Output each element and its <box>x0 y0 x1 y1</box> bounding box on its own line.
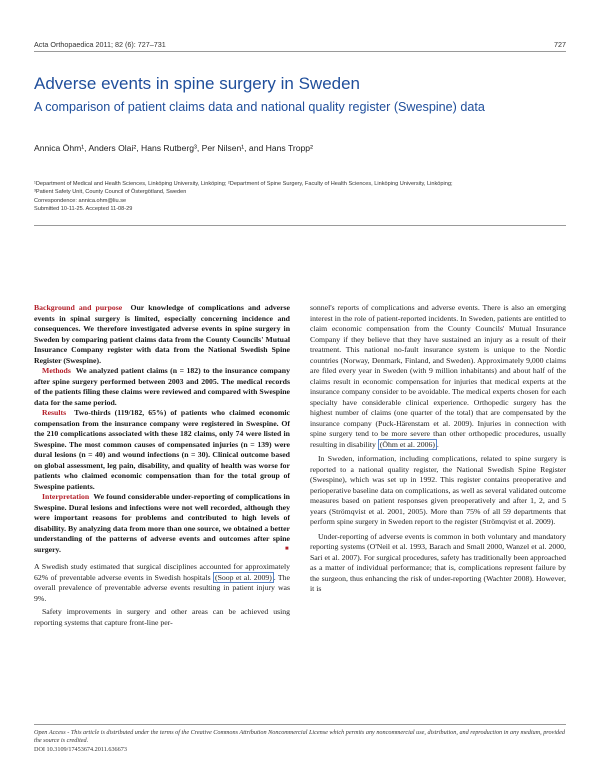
intro-p1-text-end: . The overall prevalence of preventable adverse events resulting in patient injury was 9%. <box>34 572 290 603</box>
abstract-label-methods: Methods <box>42 366 71 375</box>
submission-dates: Submitted 10-11-25. Accepted 11-08-29 <box>34 205 133 212</box>
doi: DOI 10.3109/17453674.2011.636673 <box>34 745 127 753</box>
author-list: Annica Öhm¹, Anders Olai², Hans Rutberg³, Per Nilsen¹, and Hans Tropp² <box>34 143 313 153</box>
right-paragraph-1 <box>310 303 566 450</box>
footer <box>34 729 566 754</box>
abstract-background <box>34 303 290 366</box>
article-title: Adverse events in spine surgery in Sweden <box>34 74 361 93</box>
abstract-interpretation <box>34 492 290 555</box>
running-head <box>34 40 566 49</box>
header-rule <box>34 51 566 52</box>
abstract-methods <box>34 366 290 408</box>
abstract-results-text: Two-thirds (119/182, 65%) of patients who claimed economic compensation from the insurance company were registered in Swespine. Of the 210 complications associated with these 182 claims, only 74 were listed in Swespine. The most common causes of compensated injuries (n = 139) were dural lesions (n = 40) and wound infections (n = 30). Clinical outcome based on global assessment, leg pain, disability, and quality of health was worse for patients who claimed economic compensation than for the total group of Swespine patients. <box>34 408 290 491</box>
abstract-label-results: Results <box>42 408 67 417</box>
citation-link-soop-2009[interactable]: (Soop et al. 2009) <box>214 572 272 582</box>
right-paragraph-2: In Sweden, information, including complications, related to spine surgery is reported to a national quality register, the National Swedish Spine Register (Swespine), which was set up in 1992. This register contains preoperative and perioperative baseline data on complications, as well as several validated outcome measures based on patient responses given preoperatively and after 1, 2, and 5 years (Strömqvist et al. 2001, 2005). More than 75% of all 59 departments that perform spine surgery in Sweden report to the register (Strömqvist et al. 2009). <box>310 454 566 526</box>
page-number: 727 <box>554 40 566 49</box>
footer-rule <box>34 724 566 725</box>
end-of-abstract-mark: ■ <box>285 546 289 552</box>
right-p1-text: sonnel's reports of complications and adverse events. There is also an emerging interest in the role of patient-reported incidents. In Sweden, patients are entitled to claim economic compensation from the County Councils' Mutual Insurance Company if they believe that they have sustained an injury as a result of their treatment. This national no-fault insurance system is unique to the Nordic countries (Norway, Denmark, Finland, and Sweden). Approximately 9,000 claims are filed every year in Sweden (with 9 million inhabitants) and about half of the claims result in economic compensation for injuries that medical experts at the insurance company consider to be avoidable. The medical experts chosen for each specialty have considerable clinical experience. Orthopedic surgery has the highest number of claims (one quarter of the total) that are compensated by the insurance company (Puck-Härenstam et al. 2009). Injuries in connection with spine surgery tend to be more severe than other orthopedic procedures, usually resulting in disability <box>310 303 566 449</box>
right-paragraph-3: Under-reporting of adverse events is common in both voluntary and mandatory reporting systems (O'Neil et al. 1993, Barach and Small 2000, Wanzel et al. 2000, Sari et al. 2007). For surgical procedures, safety has traditionally been approached as a matter of individual performance; that is, complications represent failure by the surgeon, thus enhancing the risk of under-reporting (Wachter 2008). However, it is <box>310 531 566 593</box>
introduction-right-column <box>310 303 566 599</box>
abstract-methods-text: We analyzed patient claims (n = 182) to the insurance company after spine surgery performed between 2003 and 2005. The medical records of the patients filing these claims were reviewed and compared with Swespine data for the same period. <box>34 366 290 407</box>
intro-p1-text: A Swedish study estimated that surgical disciplines accounted for approximately 62% of preventable adverse events in Swedish hospitals <box>34 562 290 582</box>
affiliation-line-2: ³Patient Safety Unit, County Council of Östergötland, Sweden <box>34 189 187 196</box>
abstract-label-interpretation: Interpretation <box>42 492 90 501</box>
open-access-notice: Open Access - This article is distributed under the terms of the Creative Commons Attribution Noncommercial License which permits any noncommercial use, distribution, and reproduction in any medium, provided the source is credited. <box>34 729 565 745</box>
abstract <box>34 303 290 555</box>
article-subtitle: A comparison of patient claims data and national quality register (Swespine) data <box>34 100 485 114</box>
journal-citation: Acta Orthopaedica 2011; 82 (6): 727–731 <box>34 40 166 49</box>
abstract-background-text: Our knowledge of complications and adverse events in spinal surgery is limited, especially concerning incidence and consequences. We therefore investigated adverse events in spine surgery in Sweden by comparing patient claims data from the County Councils' Mutual Insurance Company register with data from the National Swedish Spine Register (Swespine). <box>34 303 291 365</box>
introduction-left-column <box>34 562 290 631</box>
correspondence: Correspondence: annica.ohm@liu.se <box>34 197 127 204</box>
intro-paragraph-2: Safety improvements in surgery and other areas can be achieved using reporting systems that capture front-line per- <box>34 607 290 627</box>
affiliation-rule <box>34 225 566 226</box>
affiliation-line-1: ¹Department of Medical and Health Sciences, Linköping University, Linköping; ²Department of Spine Surgery, Faculty of Health Sciences, Linköping University, Linköping; <box>34 181 453 187</box>
affiliations <box>34 180 574 213</box>
abstract-results <box>34 408 290 492</box>
abstract-interpretation-text: We found considerable under-reporting of complications in Swespine. Dural lesions and infections were not well recorded, although they were important reasons for problems and contributed to high levels of disability. By analyzing data from more than one source, we obtained a better understanding of the patterns of adverse events and outcomes after spine surgery. <box>34 492 290 554</box>
abstract-label-background: Background and purpose <box>34 303 123 312</box>
right-p1-text-end: . <box>436 439 439 449</box>
intro-paragraph-1 <box>34 562 290 604</box>
citation-link-ohm-2006[interactable]: (Öhm et al. 2006) <box>379 439 435 449</box>
